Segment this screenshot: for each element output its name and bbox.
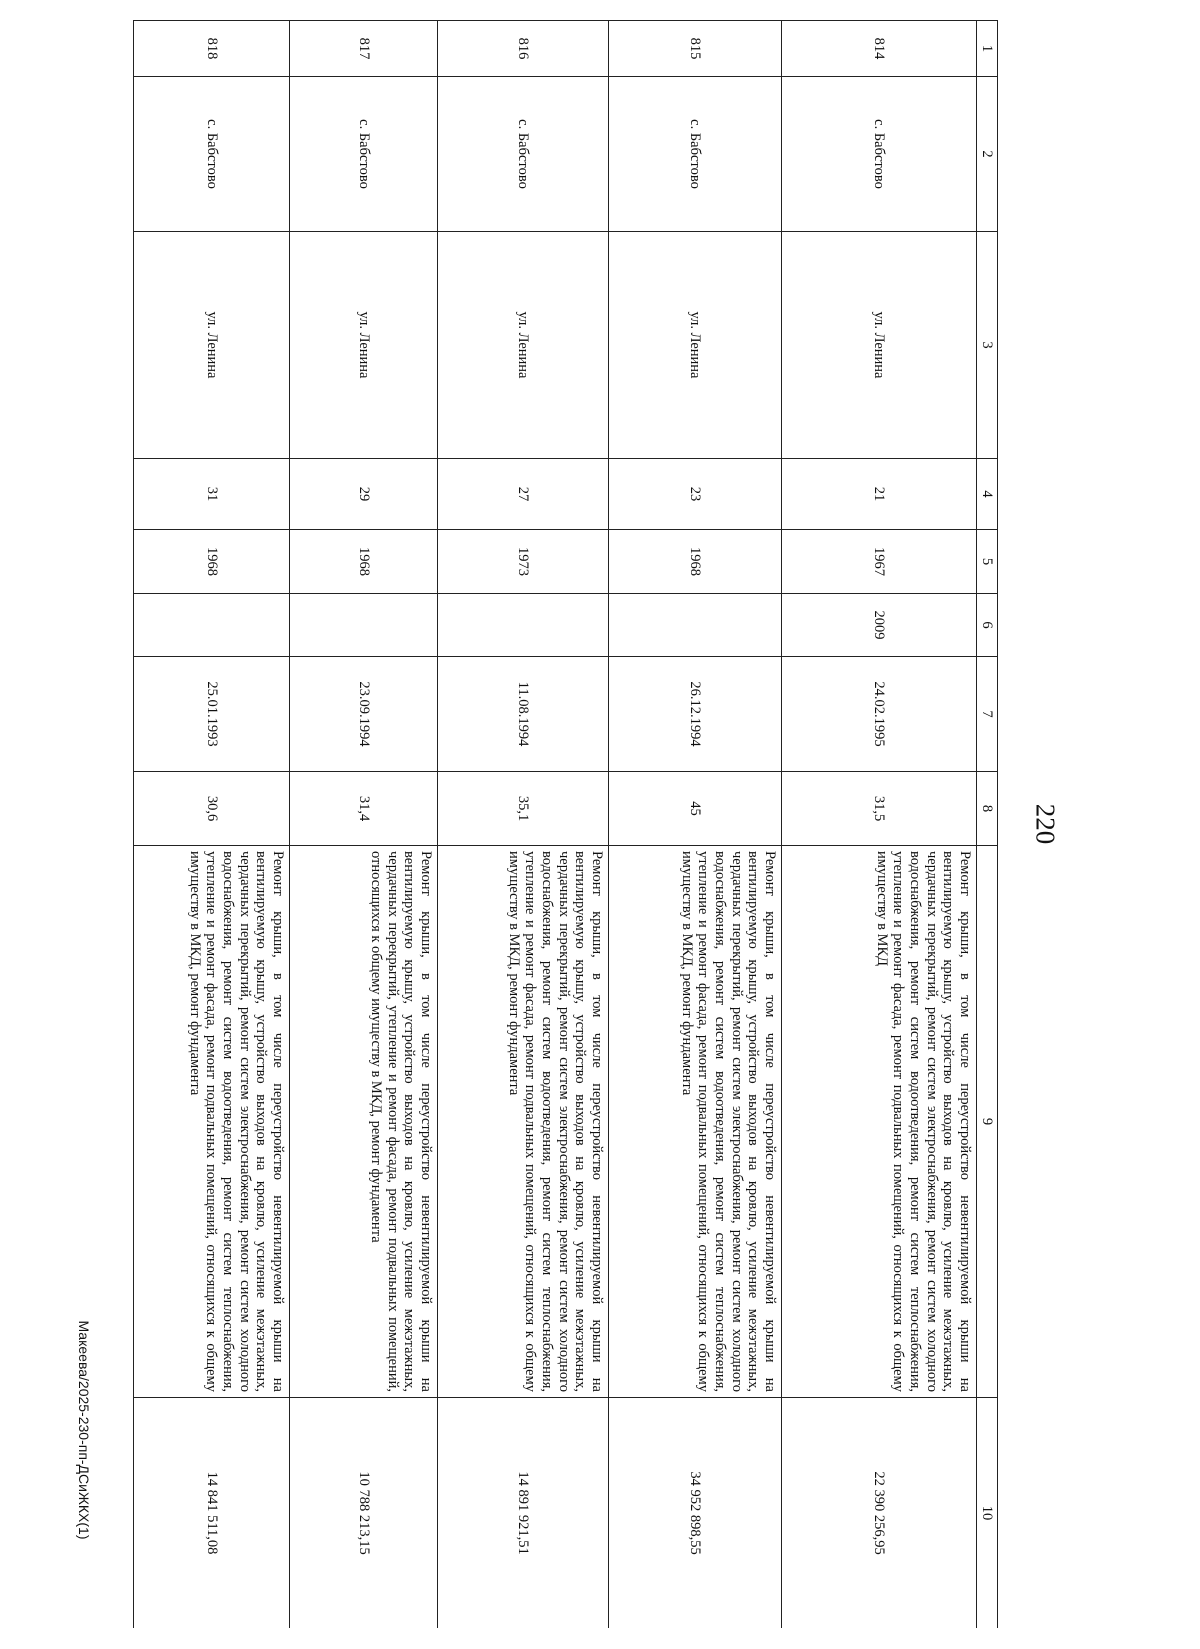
- housing-register-table: [133, 20, 998, 1628]
- year-built-cell: 1968: [609, 530, 782, 594]
- table-row: [609, 21, 782, 1629]
- cost-cell: 22 390 256,95: [782, 1398, 977, 1629]
- street-cell: ул. Ленина: [609, 232, 782, 459]
- year-built-cell: 1968: [290, 530, 438, 594]
- column-number-header: 4: [977, 459, 998, 530]
- works-description-cell: Ремонт крыши, в том числе переустройство невентилируемой крыши на вентилируемую крышу, устройство выходов на кровлю, усиление межэтажных, чердачных перекрытий, ремонт систем электроснабжения, ремонт систем холодного водоснабжения, ремонт систем водоотведения, ремонт систем теплоснабжения, утепление и ремонт фасада, ремонт подвальных помещений, относящихся к общему имуществу в МКД: [782, 846, 977, 1398]
- year-built-cell: 1968: [134, 530, 290, 594]
- settlement-cell: с. Бабстово: [609, 77, 782, 232]
- cost-cell: 14 891 921,51: [438, 1398, 609, 1629]
- street-cell: ул. Ленина: [782, 232, 977, 459]
- column-number-header: 9: [977, 846, 998, 1398]
- works-description-cell: Ремонт крыши, в том числе переустройство невентилируемой крыши на вентилируемую крышу, устройство выходов на кровлю, усиление межэтажных, чердачных перекрытий, ремонт систем электроснабжения, ремонт систем холодного водоснабжения, ремонт систем водоотведения, ремонт систем теплоснабжения, утепление и ремонт фасада, ремонт подвальных помещений, относящихся к общему имуществу в МКД, ремонт фундамента: [438, 846, 609, 1398]
- table-row: [290, 21, 438, 1629]
- column-number-header: 7: [977, 657, 998, 772]
- house-number-cell: 31: [134, 459, 290, 530]
- column-number-header: 3: [977, 232, 998, 459]
- date-cell: 25.01.1993: [134, 657, 290, 772]
- house-number-cell: 21: [782, 459, 977, 530]
- date-cell: 11.08.1994: [438, 657, 609, 772]
- table-body: [134, 21, 998, 1629]
- settlement-cell: с. Бабстово: [438, 77, 609, 232]
- year-built-cell: 1967: [782, 530, 977, 594]
- house-number-cell: 23: [609, 459, 782, 530]
- column-number-header: 6: [977, 594, 998, 657]
- year-built-cell: 1973: [438, 530, 609, 594]
- column-number-header: 1: [977, 21, 998, 77]
- row-number-cell: 818: [134, 21, 290, 77]
- column-6-cell: [290, 594, 438, 657]
- column-6-cell: 2009: [782, 594, 977, 657]
- cost-cell: 34 952 898,55: [609, 1398, 782, 1629]
- table-row: [438, 21, 609, 1629]
- street-cell: ул. Ленина: [290, 232, 438, 459]
- works-description-cell: Ремонт крыши, в том числе переустройство невентилируемой крыши на вентилируемую крышу, устройство выходов на кровлю, усиление межэтажных, чердачных перекрытий, ремонт систем электроснабжения, ремонт систем холодного водоснабжения, ремонт систем водоотведения, ремонт систем теплоснабжения, утепление и ремонт фасада, ремонт подвальных помещений, относящихся к общему имуществу в МКД, ремонт фундамента: [609, 846, 782, 1398]
- settlement-cell: с. Бабстово: [290, 77, 438, 232]
- column-6-cell: [438, 594, 609, 657]
- column-number-header: 2: [977, 77, 998, 232]
- table-row: [782, 21, 977, 1629]
- row-number-cell: 814: [782, 21, 977, 77]
- page-number: 220: [1030, 803, 1061, 845]
- column-8-cell: 31,4: [290, 772, 438, 846]
- settlement-cell: с. Бабстово: [782, 77, 977, 232]
- column-8-cell: 31,5: [782, 772, 977, 846]
- row-number-cell: 817: [290, 21, 438, 77]
- street-cell: ул. Ленина: [134, 232, 290, 459]
- settlement-cell: с. Бабстово: [134, 77, 290, 232]
- date-cell: 23.09.1994: [290, 657, 438, 772]
- column-8-cell: 30,6: [134, 772, 290, 846]
- column-number-row: [977, 21, 998, 1629]
- column-number-header: 5: [977, 530, 998, 594]
- cost-cell: 14 841 511,08: [134, 1398, 290, 1629]
- column-6-cell: [134, 594, 290, 657]
- row-number-cell: 816: [438, 21, 609, 77]
- row-number-cell: 815: [609, 21, 782, 77]
- house-number-cell: 27: [438, 459, 609, 530]
- house-number-cell: 29: [290, 459, 438, 530]
- street-cell: ул. Ленина: [438, 232, 609, 459]
- column-8-cell: 45: [609, 772, 782, 846]
- column-number-header: 8: [977, 772, 998, 846]
- works-description-cell: Ремонт крыши, в том числе переустройство невентилируемой крыши на вентилируемую крышу, устройство выходов на кровлю, усиление межэтажных, чердачных перекрытий, ремонт систем электроснабжения, ремонт систем холодного водоснабжения, ремонт систем водоотведения, ремонт систем теплоснабжения, утепление и ремонт фасада, ремонт подвальных помещений, относящихся к общему имуществу в МКД, ремонт фундамента: [134, 846, 290, 1398]
- table-container: [133, 20, 998, 1628]
- date-cell: 26.12.1994: [609, 657, 782, 772]
- table-row: [134, 21, 290, 1629]
- column-number-header: 10: [977, 1398, 998, 1629]
- column-8-cell: 35,1: [438, 772, 609, 846]
- date-cell: 24.02.1995: [782, 657, 977, 772]
- cost-cell: 10 788 213,15: [290, 1398, 438, 1629]
- works-description-cell: Ремонт крыши, в том числе переустройство невентилируемой крыши на вентилируемую крышу, устройство выходов на кровлю, усиление межэтажных, чердачных перекрытий, утепление и ремонт фасада, ремонт подвальных помещений, относящихся к общему имуществу в МКД, ремонт фундамента: [290, 846, 438, 1398]
- column-6-cell: [609, 594, 782, 657]
- document-reference: Макеева/2025-230-пп-ДСиЖКХ(1): [76, 1320, 92, 1540]
